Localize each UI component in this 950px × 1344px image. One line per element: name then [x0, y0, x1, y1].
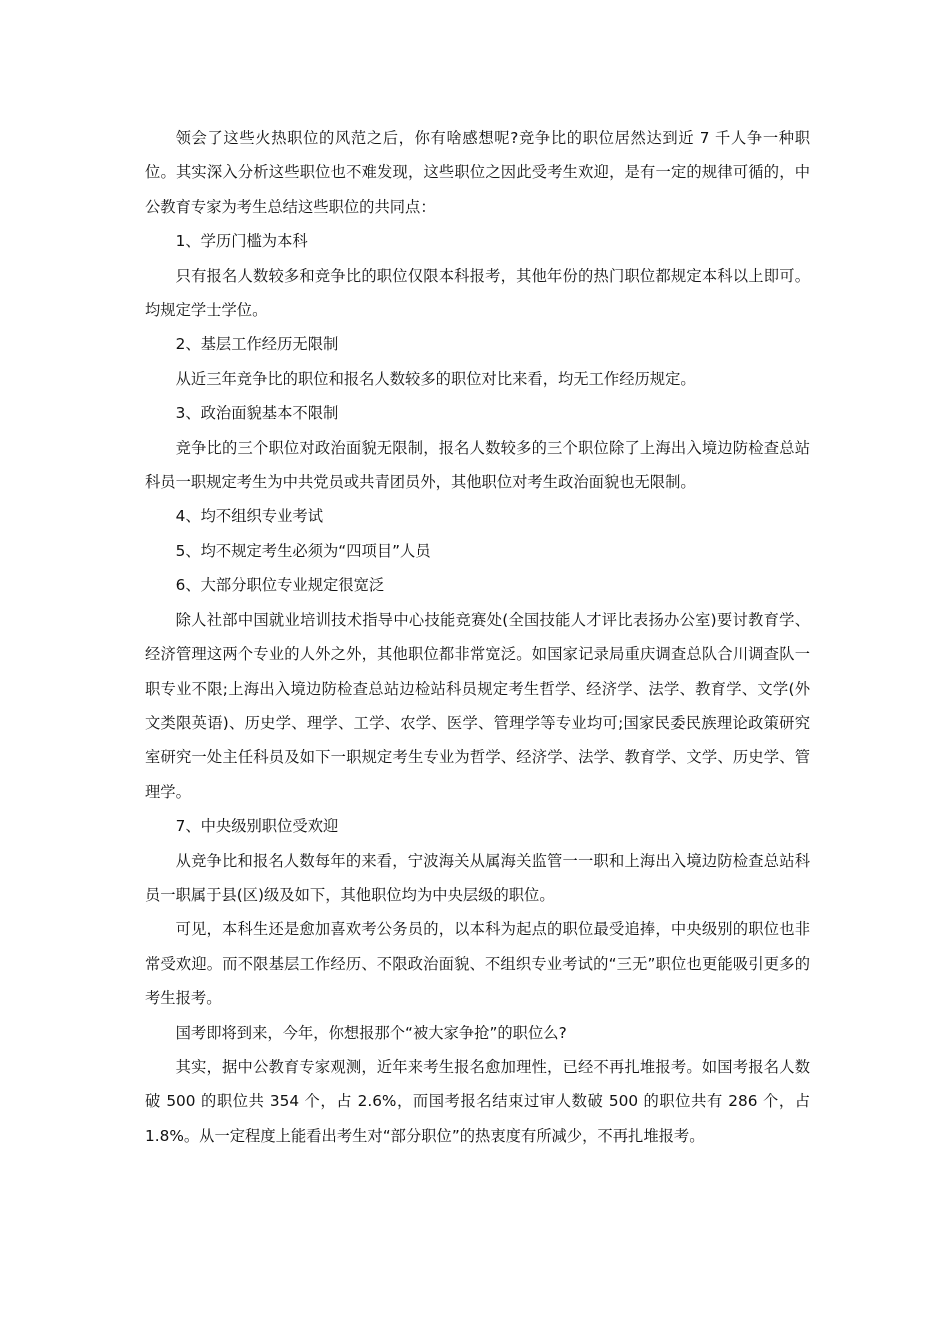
paragraph-statistics: 其实，据中公教育专家观测，近年来考生报名愈加理性，已经不再扎堆报考。如国考报名人数破 500 的职位共 354 个，占 2.6%，而国考报名结束过审人数破 500 的职位共有 286 个，占 1.8%。从一定程度上能看出考生对“部分职位”的热衷度有所减少，不再扎堆报考。: [145, 1057, 810, 1145]
heading-point-2: 2、基层工作经历无限制: [175, 335, 339, 354]
paragraph-point-1: 只有报名人数较多和竞争比的职位仅限本科报考，其他年份的热门职位都规定本科以上即可。均规定学士学位。: [145, 266, 810, 320]
heading-point-7: 7、中央级别职位受欢迎: [175, 817, 339, 836]
paragraph-point-7: 从竞争比和报名人数每年的来看，宁波海关从属海关监管一一职和上海出入境边防检查总站科员一职属于县(区)级及如下，其他职位均为中央层级的职位。: [145, 851, 810, 904]
paragraph-intro: 领会了这些火热职位的风范之后，你有啥感想呢?竞争比的职位居然达到近 7 千人争一种职位。其实深入分析这些职位也不难发现，这些职位之因此受考生欢迎，是有一定的规律可循的，中公教育专家为考生总结这些职位的共同点：: [145, 129, 810, 216]
paragraph-point-2: 从近三年竞争比的职位和报名人数较多的职位对比来看，均无工作经历规定。: [175, 369, 696, 388]
paragraph-conclusion: 可见，本科生还是愈加喜欢考公务员的，以本科为起点的职位最受追捧，中央级别的职位也非常受欢迎。而不限基层工作经历、不限政治面貌、不组织专业考试的“三无”职位也更能吸引更多的考生报考。: [145, 920, 810, 1008]
document-body: [145, 121, 810, 1153]
heading-point-6: 6、大部分职位专业规定很宽泛: [175, 576, 385, 595]
paragraph-point-3: 竞争比的三个职位对政治面貌无限制，报名人数较多的三个职位除了上海出入境边防检查总站科员一职规定考生为中共党员或共青团员外，其他职位对考生政治面貌也无限制。: [145, 438, 810, 492]
heading-point-5: 5、均不规定考生必须为“四项目”人员: [175, 541, 431, 560]
heading-point-4: 4、均不组织专业考试: [175, 507, 323, 526]
paragraph-point-6: 除人社部中国就业培训技术指导中心技能竞赛处(全国技能人才评比表扬办公室)要讨教育学、经济管理这两个专业的人外之外，其他职位都非常宽泛。如国家记录局重庆调查总队合川调查队一职专业不限;上海出入境边防检查总站边检站科员规定考生哲学、经济学、法学、教育学、文学(外文类限英语)、历史学、理学、工学、农学、医学、管理学等专业均可;国家民委民族理论政策研究室研究一处主任科员及如下一职规定考生专业为哲学、经济学、法学、教育学、文学、历史学、管理学。: [145, 610, 810, 801]
heading-point-3: 3、政治面貌基本不限制: [175, 404, 339, 423]
heading-point-1: 1、学历门槛为本科: [175, 232, 308, 251]
paragraph-question: 国考即将到来，今年，你想报那个“被大家争抢”的职位么?: [175, 1023, 567, 1042]
